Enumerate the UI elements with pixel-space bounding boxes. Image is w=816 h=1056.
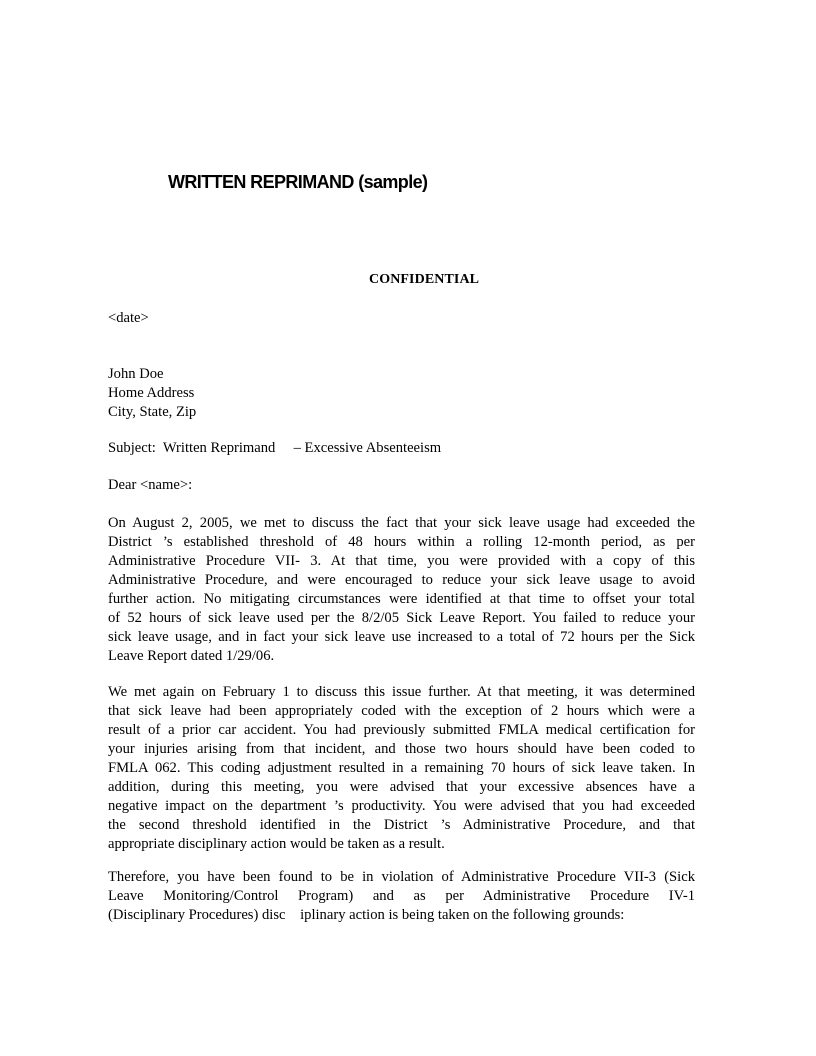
paragraph-line: District ’s established threshold of 48 hours within a rolling 12-month period, as per: [108, 534, 695, 550]
paragraph-line: Administrative Procedure, and were encouraged to reduce your sick leave usage to avoid: [108, 572, 695, 588]
document-title: WRITTEN REPRIMAND (sample): [168, 172, 428, 192]
paragraph-line: of 52 hours of sick leave used per the 8/2/05 Sick Leave Report. You failed to reduce your: [108, 610, 695, 626]
paragraph-line: the second threshold identified in the District ’s Administrative Procedure, and that: [108, 817, 695, 833]
paragraph-line: result of a prior car accident. You had previously submitted FMLA medical certification for: [108, 722, 695, 738]
paragraph-line: appropriate disciplinary action would be taken as a result.: [108, 836, 445, 852]
paragraph-line: Therefore, you have been found to be in violation of Administrative Procedure VII-3 (Sick: [108, 869, 695, 885]
paragraph-line: Leave Monitoring/Control Program) and as per Administrative Procedure IV-1: [108, 888, 695, 904]
paragraph-line: your injuries arising from that incident, and those two hours should have been coded to: [108, 741, 695, 757]
paragraph-violation: [108, 868, 695, 925]
recipient-city-state-zip: City, State, Zip: [108, 404, 197, 420]
paragraph-first-meeting: [108, 514, 695, 666]
recipient-address: Home Address: [108, 385, 195, 401]
paragraph-second-meeting: [108, 683, 695, 854]
recipient-name: John Doe: [108, 366, 164, 382]
date-placeholder: <date>: [108, 310, 149, 326]
paragraph-line: further action. No mitigating circumstances were identified at that time to offset your total: [108, 591, 695, 607]
salutation: Dear <name>:: [108, 477, 193, 493]
paragraph-line: sick leave usage, and in fact your sick leave use increased to a total of 72 hours per the Sick: [108, 629, 695, 645]
subject-line: Subject: Written Reprimand – Excessive Absenteeism: [108, 440, 442, 456]
confidential-heading: CONFIDENTIAL: [369, 272, 480, 287]
paragraph-line: Leave Report dated 1/29/06.: [108, 648, 275, 664]
paragraph-line: that sick leave had been appropriately coded with the exception of 2 hours which were a: [108, 703, 695, 719]
paragraph-line: We met again on February 1 to discuss this issue further. At that meeting, it was determined: [108, 684, 695, 700]
paragraph-line: (Disciplinary Procedures) disc iplinary action is being taken on the following grounds:: [108, 907, 625, 923]
paragraph-line: negative impact on the department ’s productivity. You were advised that you had exceeded: [108, 798, 695, 814]
paragraph-line: FMLA 062. This coding adjustment resulted in a remaining 70 hours of sick leave taken. In: [108, 760, 695, 776]
paragraph-line: Administrative Procedure VII- 3. At that time, you were provided with a copy of this: [108, 553, 695, 569]
paragraph-line: On August 2, 2005, we met to discuss the fact that your sick leave usage had exceeded the: [108, 515, 695, 531]
paragraph-line: addition, during this meeting, you were advised that your excessive absences have a: [108, 779, 695, 795]
